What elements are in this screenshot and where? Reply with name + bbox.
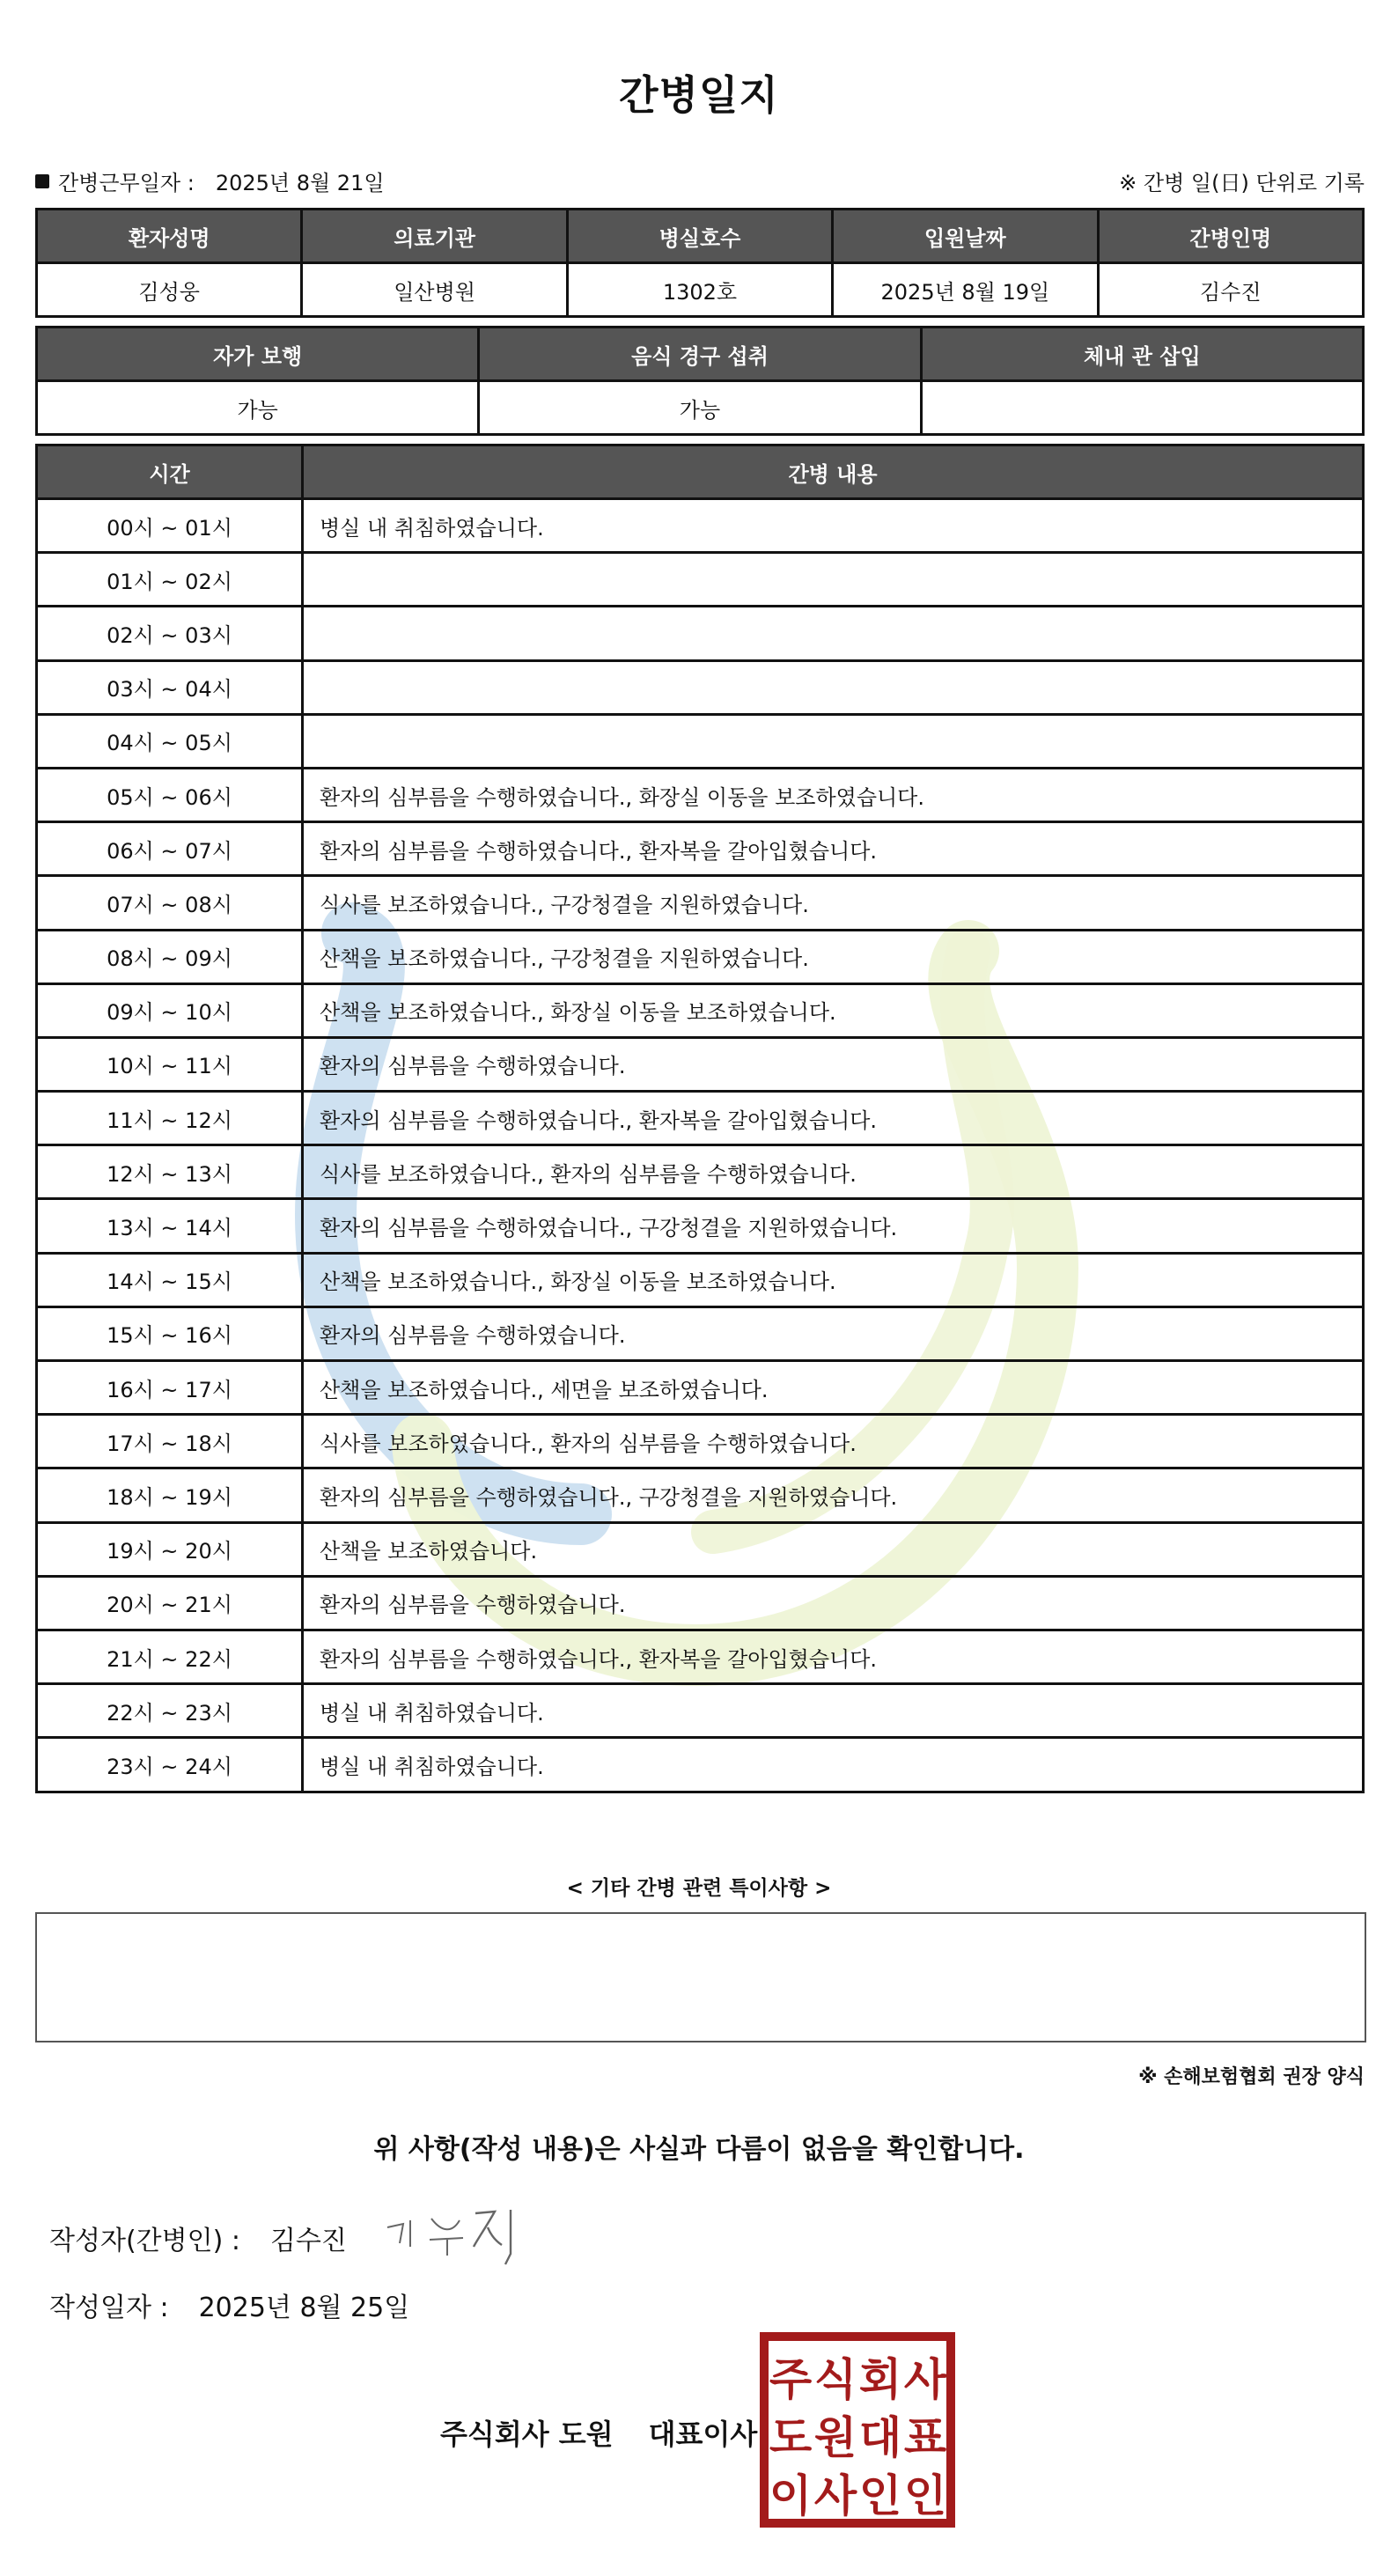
log-time: 18시 ~ 19시 [37,1468,303,1522]
special-notes-title: < 기타 간병 관련 특이사항 > [566,1877,832,1900]
seal-character: 이 [769,2470,813,2521]
log-content [303,660,1364,714]
log-content: 환자의 심부름을 수행하였습니다., 구강청결을 지원하였습니다. [303,1199,1364,1253]
confirmation-statement: 위 사항(작성 내용)은 사실과 다름이 없음을 확인합니다. [373,2134,1025,2165]
log-time: 06시 ~ 07시 [37,822,303,876]
log-time: 10시 ~ 11시 [37,1037,303,1091]
care-log-row [37,1145,1364,1199]
log-content: 산책을 보조하였습니다., 세면을 보조하였습니다. [303,1361,1364,1415]
log-content [303,607,1364,660]
log-content: 환자의 심부름을 수행하였습니다. [303,1306,1364,1360]
unit-note: ※ 간병 일(日) 단위로 기록 [1119,171,1365,195]
document-title: 간병일지 [619,71,779,119]
log-time: 03시 ~ 04시 [37,660,303,714]
room-header: 병실호수 [567,210,832,263]
care-log-row [37,1468,1364,1522]
log-time: 16시 ~ 17시 [37,1361,303,1415]
seal-character: 인 [903,2470,947,2521]
log-content: 환자의 심부름을 수행하였습니다., 환자복을 갈아입혔습니다. [303,1630,1364,1683]
patient-name-header: 환자성명 [37,210,302,263]
care-log-row [37,1522,1364,1576]
log-time: 20시 ~ 21시 [37,1576,303,1630]
writer-line [49,2219,347,2257]
log-content: 병실 내 취침하였습니다. [303,1738,1364,1792]
log-content: 환자의 심부름을 수행하였습니다. [303,1576,1364,1630]
special-notes-box [35,1912,1366,2042]
log-time: 14시 ~ 15시 [37,1253,303,1306]
log-content: 환자의 심부름을 수행하였습니다. [303,1037,1364,1091]
log-time: 17시 ~ 18시 [37,1415,303,1468]
written-date-label: 작성일자 : [49,2293,169,2323]
company-seal-stamp [759,2331,956,2528]
log-time: 07시 ~ 08시 [37,876,303,930]
log-content: 병실 내 취침하였습니다. [303,499,1364,553]
seal-character: 식 [813,2354,857,2405]
care-log-row [37,1092,1364,1145]
work-date-label: 간병근무일자 : [58,171,195,195]
patient-info-table [35,208,1365,318]
log-time: 11시 ~ 12시 [37,1092,303,1145]
seal-character: 도 [769,2412,813,2463]
care-log-row [37,1738,1364,1792]
oral-intake-header: 음식 경구 섭취 [479,328,921,381]
seal-character: 표 [903,2412,947,2463]
ceo-title: 대표이사 [648,2418,758,2451]
caregiver-header: 간병인명 [1098,210,1363,263]
hospital-name: 일산병원 [302,263,567,317]
oral-intake-value: 가능 [479,381,921,435]
seal-character: 사 [813,2470,857,2521]
log-time: 22시 ~ 23시 [37,1684,303,1738]
time-header: 시간 [37,445,303,499]
log-content: 환자의 심부름을 수행하였습니다., 환자복을 갈아입혔습니다. [303,822,1364,876]
log-content: 산책을 보조하였습니다., 화장실 이동을 보조하였습니다. [303,1253,1364,1306]
seal-character: 주 [769,2354,813,2405]
self-walking-header: 자가 보행 [37,328,479,381]
square-bullet-icon [35,174,49,188]
log-time: 00시 ~ 01시 [37,499,303,553]
self-walking-value: 가능 [37,381,479,435]
company-line [440,2412,757,2453]
log-content: 식사를 보조하였습니다., 환자의 심부름을 수행하였습니다. [303,1415,1364,1468]
care-log-row [37,660,1364,714]
care-log-row [37,499,1364,553]
log-time: 15시 ~ 16시 [37,1306,303,1360]
log-content: 식사를 보조하였습니다., 구강청결을 지원하였습니다. [303,876,1364,930]
written-date-value: 2025년 8월 25일 [198,2293,410,2323]
company-name: 주식회사 도원 [440,2418,614,2451]
care-log-row [37,607,1364,660]
admission-date: 2025년 8월 19일 [833,263,1098,317]
log-content: 식사를 보조하였습니다., 환자의 심부름을 수행하였습니다. [303,1145,1364,1199]
care-log-table [35,444,1365,1793]
seal-character: 사 [903,2354,947,2405]
tube-insertion-value [921,381,1363,435]
care-log-row [37,1684,1364,1738]
log-time: 02시 ~ 03시 [37,607,303,660]
log-content [303,553,1364,607]
log-content: 산책을 보조하였습니다. [303,1522,1364,1576]
care-log-row [37,1630,1364,1683]
seal-character: 대 [858,2412,902,2463]
work-date-value: 2025년 8월 21일 [215,171,385,195]
patient-status-table [35,326,1365,436]
seal-character: 회 [858,2354,902,2405]
caregiver-name: 김수진 [1098,263,1363,317]
care-log-row [37,1253,1364,1306]
care-log-row [37,876,1364,930]
hospital-header: 의료기관 [302,210,567,263]
admission-date-header: 입원날짜 [833,210,1098,263]
care-log-row [37,930,1364,983]
log-time: 05시 ~ 06시 [37,768,303,821]
seal-character: 인 [858,2470,902,2521]
log-time: 12시 ~ 13시 [37,1145,303,1199]
work-date [35,166,385,196]
log-time: 19시 ~ 20시 [37,1522,303,1576]
log-content: 산책을 보조하였습니다., 화장실 이동을 보조하였습니다. [303,983,1364,1037]
care-log-row [37,983,1364,1037]
care-log-row [37,1306,1364,1360]
log-time: 09시 ~ 10시 [37,983,303,1037]
log-content: 산책을 보조하였습니다., 구강청결을 지원하였습니다. [303,930,1364,983]
log-time: 01시 ~ 02시 [37,553,303,607]
care-log-row [37,1037,1364,1091]
log-content: 환자의 심부름을 수행하였습니다., 구강청결을 지원하였습니다. [303,1468,1364,1522]
log-time: 13시 ~ 14시 [37,1199,303,1253]
room-number: 1302호 [567,263,832,317]
log-content: 환자의 심부름을 수행하였습니다., 환자복을 갈아입혔습니다. [303,1092,1364,1145]
log-time: 04시 ~ 05시 [37,714,303,768]
tube-insertion-header: 체내 관 삽입 [921,328,1363,381]
care-log-row [37,1199,1364,1253]
care-log-row [37,714,1364,768]
care-content-header: 간병 내용 [303,445,1364,499]
writer-label: 작성자(간병인) : [49,2226,240,2256]
written-date-line [49,2285,409,2324]
log-content: 병실 내 취침하였습니다. [303,1684,1364,1738]
patient-name: 김성웅 [37,263,302,317]
care-log-row [37,1576,1364,1630]
recommend-note: ※ 손해보험협회 권장 양식 [1138,2066,1365,2088]
log-time: 21시 ~ 22시 [37,1630,303,1683]
care-log-row [37,1415,1364,1468]
log-time: 08시 ~ 09시 [37,930,303,983]
log-content [303,714,1364,768]
seal-character: 원 [813,2412,857,2463]
writer-name: 김수진 [269,2226,347,2256]
care-log-row [37,1361,1364,1415]
care-log-row [37,768,1364,821]
handwritten-signature [379,2201,537,2271]
care-log-row [37,822,1364,876]
care-log-row [37,553,1364,607]
log-time: 23시 ~ 24시 [37,1738,303,1792]
log-content: 환자의 심부름을 수행하였습니다., 화장실 이동을 보조하였습니다. [303,768,1364,821]
